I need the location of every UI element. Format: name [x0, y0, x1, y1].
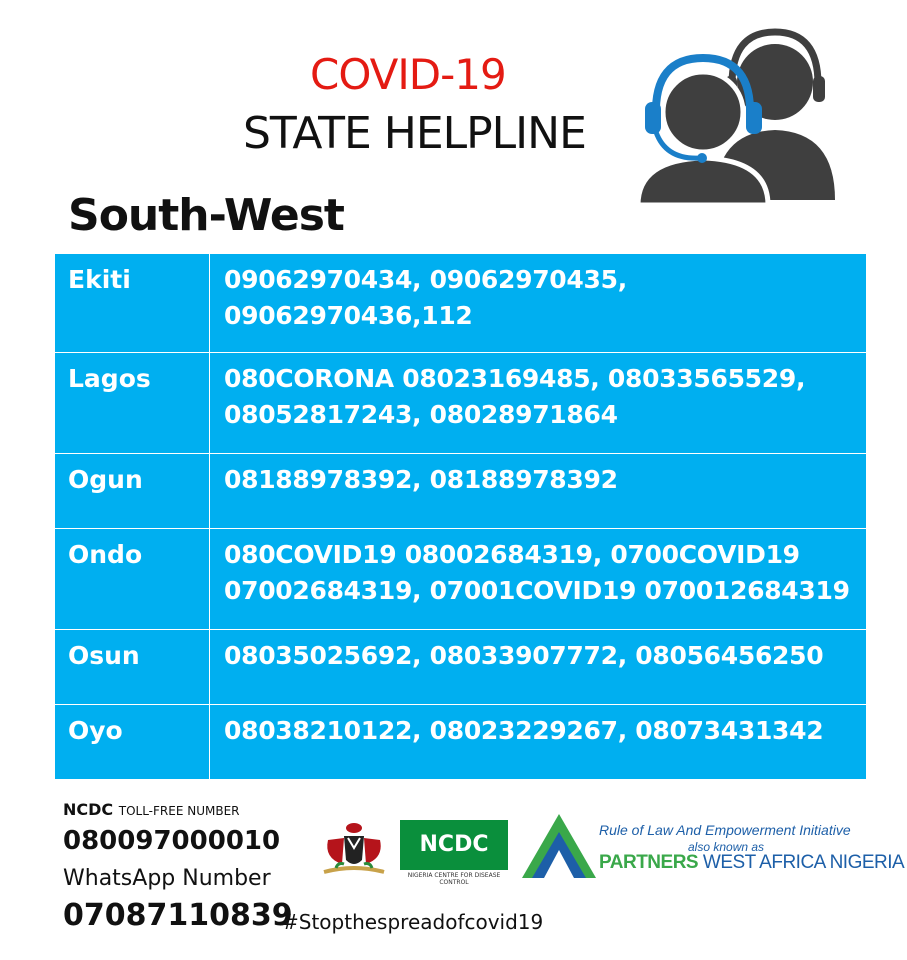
whatsapp-number[interactable]: 07087110839: [63, 898, 293, 933]
ncdc-label: NCDC: [63, 800, 114, 819]
state-name: Osun: [55, 630, 210, 705]
ncdc-tollfree-label: [63, 800, 239, 819]
hashtag: #Stopthespreadofcovid19: [282, 910, 544, 934]
table-row: [55, 705, 867, 780]
state-name: Ogun: [55, 454, 210, 529]
phone-numbers: 09062970434, 09062970435, 09062970436,112: [210, 254, 867, 353]
phone-numbers: 08038210122, 08023229267, 08073431342: [210, 705, 867, 780]
state-name: Ekiti: [55, 254, 210, 353]
phone-numbers: 08035025692, 08033907772, 08056456250: [210, 630, 867, 705]
tollfree-number[interactable]: 080097000010: [63, 826, 281, 856]
table-row: [55, 630, 867, 705]
tollfree-label: TOLL-FREE NUMBER: [118, 804, 240, 818]
ncdc-logo: [400, 820, 508, 886]
phone-numbers: 080COVID19 08002684319, 0700COVID19 07002684319, 07001COVID19 070012684319: [210, 529, 867, 630]
table-row: [55, 529, 867, 630]
rol-line3: PARTNERS WEST AFRICA NIGERIA: [599, 852, 905, 873]
phone-numbers: 080CORONA 08023169485, 08033565529, 08052817243, 08028971864: [210, 353, 867, 454]
whatsapp-label: WhatsApp Number: [63, 866, 271, 891]
title-state-helpline: STATE HELPLINE: [243, 108, 586, 159]
partners-west-africa-logo-icon: [520, 812, 598, 880]
ncdc-logo-text: NCDC: [400, 820, 508, 870]
rol-line2: also known as: [688, 840, 765, 854]
state-name: Oyo: [55, 705, 210, 780]
table-row: [55, 353, 867, 454]
helpline-table: [54, 253, 867, 780]
ncdc-logo-subtitle: NIGERIA CENTRE FOR DISEASE CONTROL: [407, 872, 501, 886]
call-center-headset-icon: [620, 20, 850, 205]
state-name: Ondo: [55, 529, 210, 630]
nigeria-coat-of-arms-icon: [318, 818, 390, 880]
table-row: [55, 454, 867, 529]
state-name: Lagos: [55, 353, 210, 454]
phone-numbers: 08188978392, 08188978392: [210, 454, 867, 529]
title-covid: COVID-19: [310, 50, 506, 99]
rol-line1: Rule of Law And Empowerment Initiative: [599, 822, 851, 838]
region-heading: South-West: [68, 190, 344, 241]
table-row: [55, 254, 867, 353]
